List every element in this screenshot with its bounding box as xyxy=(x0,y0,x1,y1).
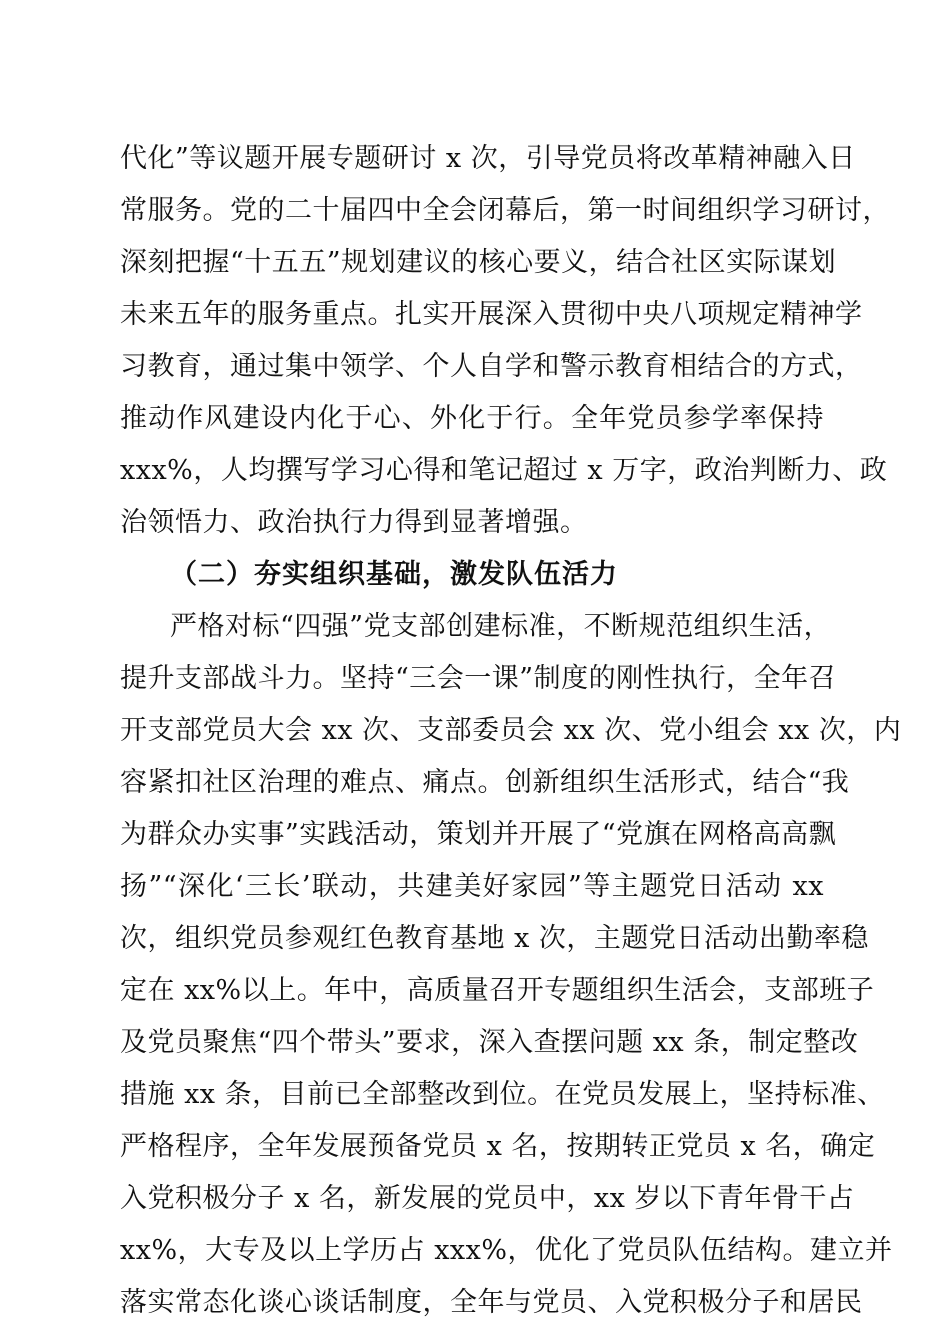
paragraph-line: 开支部党员大会 xx 次、支部委员会 xx 次、党小组会 xx 次，内 xyxy=(120,715,902,746)
paragraph-line: 扬”“深化‘三长’联动，共建美好家园”等主题党日活动 xx xyxy=(120,871,824,902)
paragraph-first-line: 严格对标“四强”党支部创建标准，不断规范组织生活， xyxy=(170,611,832,642)
paragraph-line: 入党积极分子 x 名，新发展的党员中，xx 岁以下青年骨干占 xyxy=(120,1183,855,1214)
paragraph-line: 容紧扣社区治理的难点、痛点。创新组织生活形式，结合“我 xyxy=(120,767,850,798)
paragraph-line: 代化”等议题开展专题研讨 x 次，引导党员将改革精神融入日 xyxy=(120,143,856,174)
paragraph-line: 习教育，通过集中领学、个人自学和警示教育相结合的方式， xyxy=(120,351,863,382)
paragraph-line: 落实常态化谈心谈话制度，全年与党员、入党积极分子和居民 xyxy=(120,1287,863,1318)
paragraph-line: 定在 xx%以上。年中，高质量召开专题组织生活会，支部班子 xyxy=(120,975,875,1006)
paragraph-line: 措施 xx 条，目前已全部整改到位。在党员发展上，坚持标准、 xyxy=(120,1079,885,1110)
paragraph-line: 治领悟力、政治执行力得到显著增强。 xyxy=(120,507,588,538)
paragraph-line: 常服务。党的二十届四中全会闭幕后，第一时间组织学习研讨， xyxy=(120,195,890,226)
paragraph-line: 未来五年的服务重点。扎实开展深入贯彻中央八项规定精神学 xyxy=(120,299,863,330)
paragraph-line: xxx%，人均撰写学习心得和笔记超过 x 万字，政治判断力、政 xyxy=(120,455,888,486)
paragraph-line: 严格程序，全年发展预备党员 x 名，按期转正党员 x 名，确定 xyxy=(120,1131,876,1162)
section-heading: （二）夯实组织基础，激发队伍活力 xyxy=(170,559,618,590)
paragraph-line: 提升支部战斗力。坚持“三会一课”制度的刚性执行，全年召 xyxy=(120,663,837,694)
paragraph-line: 为群众办实事”实践活动，策划并开展了“党旗在网格高高飘 xyxy=(120,819,837,850)
paragraph-line: 深刻把握“十五五”规划建议的核心要义，结合社区实际谋划 xyxy=(120,247,837,278)
paragraph-line: 次，组织党员参观红色教育基地 x 次，主题党日活动出勤率稳 xyxy=(120,923,869,954)
paragraph-line: xx%，大专及以上学历占 xxx%，优化了党员队伍结构。建立并 xyxy=(120,1235,893,1266)
paragraph-line: 及党员聚焦“四个带头”要求，深入查摆问题 xx 条，制定整改 xyxy=(120,1027,859,1058)
paragraph-line: 推动作风建设内化于心、外化于行。全年党员参学率保持 xyxy=(120,403,824,434)
